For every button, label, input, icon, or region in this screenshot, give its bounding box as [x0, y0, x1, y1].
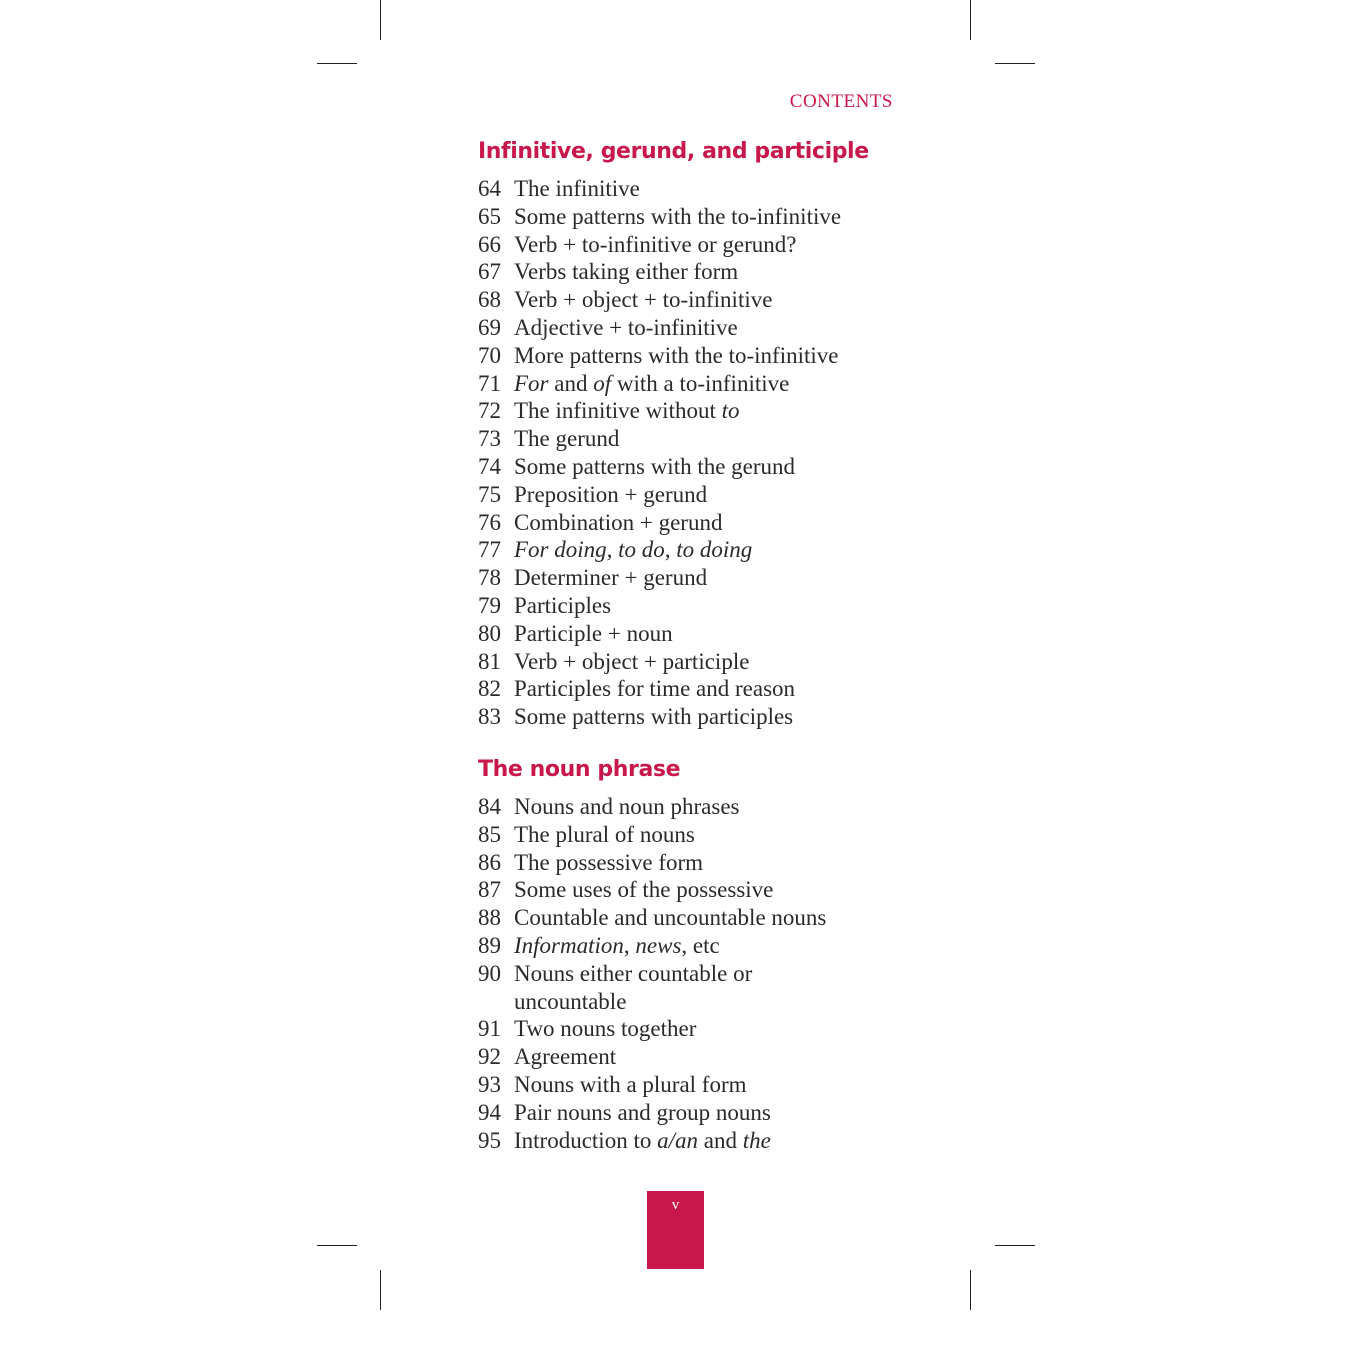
entry-number: 68: [478, 287, 501, 313]
entry-title: Pair nouns and group nouns: [514, 1099, 771, 1125]
entry-title-italic: to: [721, 398, 740, 424]
contents-entry: [478, 592, 908, 620]
contents-entry: [478, 703, 908, 731]
entry-title: Verbs taking either form: [514, 259, 739, 285]
entry-title-italic: the: [742, 1127, 771, 1153]
entry-title: Some patterns with participles: [514, 704, 794, 730]
entry-title: [514, 370, 908, 398]
entry-title: [514, 932, 908, 960]
entry-number: 89: [478, 932, 501, 958]
entry-number: 88: [478, 905, 501, 931]
entry-title: Preposition + gerund: [514, 481, 708, 507]
entry-title-text: The infinitive without: [514, 398, 722, 424]
entry-title: Nouns and noun phrases: [514, 794, 740, 819]
crop-mark-top-right-vertical: [970, 0, 971, 40]
crop-mark-bottom-right-horizontal: [995, 1245, 1035, 1246]
entry-title-line: uncountable: [514, 988, 627, 1014]
entry-number: 71: [478, 370, 501, 396]
entry-number: 83: [478, 704, 501, 730]
entry-title-text: , etc: [681, 932, 720, 958]
entry-number: 77: [478, 537, 501, 563]
contents-entry: [478, 286, 908, 314]
entry-title: [514, 536, 908, 564]
contents-entry: [478, 258, 908, 286]
contents-entry: [478, 648, 908, 676]
contents-entry: [478, 397, 908, 425]
entry-title-text: Introduction to: [514, 1127, 658, 1153]
entry-title: Participles for time and reason: [514, 676, 796, 702]
entry-title: Participles: [514, 592, 612, 618]
entry-number: 76: [478, 509, 501, 535]
entry-number: 70: [478, 342, 501, 368]
entry-number: 67: [478, 259, 501, 285]
contents-entry: [478, 564, 908, 592]
contents-entry: [478, 876, 908, 904]
entry-number: 69: [478, 314, 501, 340]
contents-entry: [478, 203, 908, 231]
crop-mark-bottom-left-vertical: [380, 1270, 381, 1310]
entry-title: Adjective + to-infinitive: [514, 314, 738, 340]
entry-number: 85: [478, 821, 501, 847]
contents-entry: [478, 960, 908, 1016]
contents-entry: [478, 675, 908, 703]
entry-number: 65: [478, 203, 501, 229]
entry-title: Two nouns together: [514, 1016, 697, 1042]
entry-title: [514, 397, 908, 425]
entry-title: The plural of nouns: [514, 821, 695, 847]
contents-entry: [478, 509, 908, 537]
contents-entry: [478, 821, 908, 849]
entry-number: 72: [478, 398, 501, 424]
entry-number: 75: [478, 481, 501, 507]
section-heading: Infinitive, gerund, and participle: [478, 139, 869, 164]
running-head: CONTENTS: [789, 91, 893, 112]
section-heading: The noun phrase: [478, 757, 681, 782]
contents-list: [478, 793, 908, 1154]
entry-title: The infinitive: [514, 176, 640, 201]
contents-entry: [478, 231, 908, 259]
entry-title: Determiner + gerund: [514, 565, 708, 591]
crop-mark-top-left-horizontal: [317, 63, 357, 64]
entry-number: 73: [478, 426, 501, 452]
crop-mark-bottom-left-horizontal: [317, 1245, 357, 1246]
entry-number: 64: [478, 176, 501, 201]
entry-title-line: Nouns either countable or: [514, 960, 753, 986]
contents-entry: [478, 1071, 908, 1099]
contents-entry: [478, 904, 908, 932]
entry-number: 78: [478, 565, 501, 591]
entry-number: 86: [478, 849, 501, 875]
contents-entry: [478, 849, 908, 877]
contents-entry: [478, 370, 908, 398]
entry-title-text: and: [697, 1127, 743, 1153]
contents-entry: [478, 932, 908, 960]
contents-entry: [478, 481, 908, 509]
entry-number: 94: [478, 1099, 501, 1125]
contents-list: [478, 175, 908, 731]
contents-entry: [478, 342, 908, 370]
entry-number: 84: [478, 794, 501, 819]
contents-entry: [478, 793, 908, 821]
entry-number: 80: [478, 620, 501, 646]
entry-title: More patterns with the to-infinitive: [514, 342, 839, 368]
entry-title: Combination + gerund: [514, 509, 723, 535]
contents-entry: [478, 620, 908, 648]
contents-entry: [478, 314, 908, 342]
entry-title: Agreement: [514, 1044, 617, 1070]
entry-title: Some uses of the possessive: [514, 877, 774, 903]
entry-title-italic: Information: [514, 932, 624, 958]
contents-entry: [478, 1043, 908, 1071]
entry-title-italic: of: [593, 370, 612, 396]
entry-title: Nouns with a plural form: [514, 1071, 747, 1097]
entry-title-italic: a/an: [657, 1127, 698, 1153]
entry-title: Some patterns with the gerund: [514, 453, 796, 479]
entry-title: Verb + object + to-infinitive: [514, 287, 773, 313]
entry-number: 74: [478, 453, 501, 479]
entry-title: [514, 1127, 908, 1155]
page-number: v: [671, 1197, 680, 1213]
entry-title: Verb + object + participle: [514, 648, 750, 674]
contents-entry: [478, 1015, 908, 1043]
contents-entry: [478, 1127, 908, 1155]
contents-entry: [478, 175, 908, 203]
entry-title-text: with a to-infinitive: [611, 370, 790, 396]
contents-entry: [478, 453, 908, 481]
entry-number: 79: [478, 592, 501, 618]
entry-number: 95: [478, 1127, 501, 1153]
entry-title: Participle + noun: [514, 620, 673, 646]
entry-number: 93: [478, 1071, 501, 1097]
entry-number: 81: [478, 648, 501, 674]
entry-title: [514, 960, 908, 1016]
crop-mark-top-left-vertical: [380, 0, 381, 40]
entry-title: Some patterns with the to-infinitive: [514, 203, 842, 229]
crop-mark-bottom-right-vertical: [970, 1270, 971, 1310]
entry-number: 90: [478, 960, 501, 986]
contents-entry: [478, 425, 908, 453]
contents-entry: [478, 1099, 908, 1127]
entry-title-text: ,: [623, 932, 636, 958]
entry-title: The gerund: [514, 426, 620, 452]
entry-title: The possessive form: [514, 849, 704, 875]
entry-number: 87: [478, 877, 501, 903]
entry-number: 92: [478, 1044, 501, 1070]
entry-title-italic: For doing, to do, to doing: [514, 537, 753, 563]
entry-number: 82: [478, 676, 501, 702]
entry-title-italic: news: [635, 932, 682, 958]
entry-title: Countable and uncountable nouns: [514, 905, 827, 931]
entry-title-italic: For: [514, 370, 549, 396]
contents-entry: [478, 536, 908, 564]
entry-number: 91: [478, 1016, 501, 1042]
entry-number: 66: [478, 231, 501, 257]
page-number-tab: [647, 1191, 704, 1269]
crop-mark-top-right-horizontal: [995, 63, 1035, 64]
entry-title-text: and: [548, 370, 594, 396]
entry-title: Verb + to-infinitive or gerund?: [514, 231, 797, 257]
